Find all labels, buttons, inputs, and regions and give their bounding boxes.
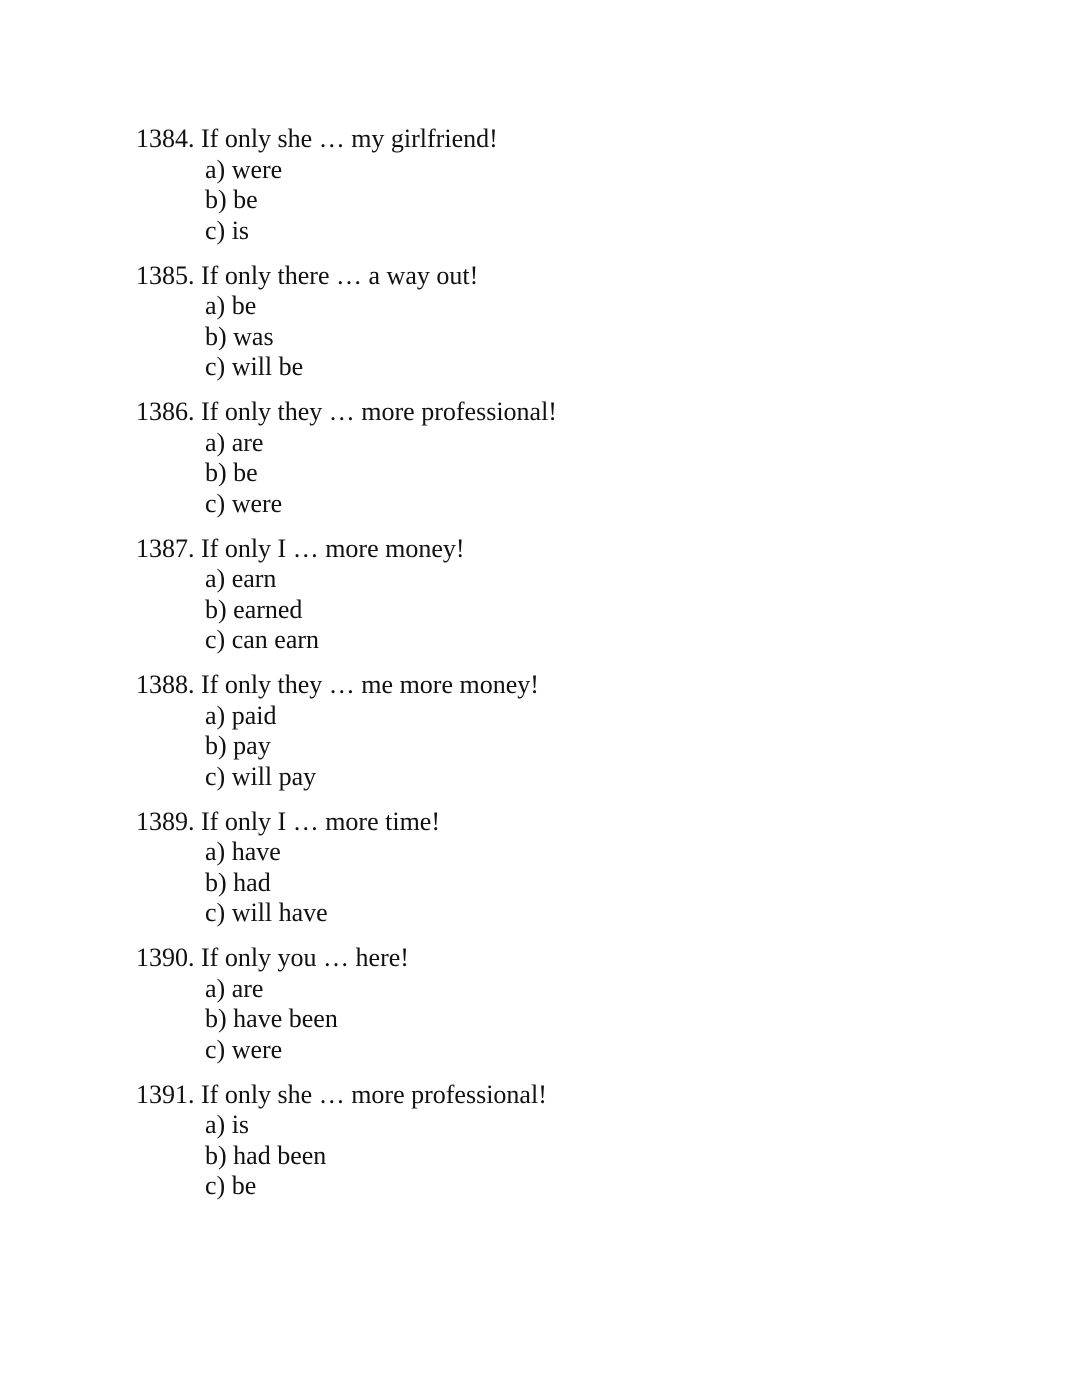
option-a: a) is bbox=[205, 1110, 250, 1139]
option-a: a) are bbox=[205, 973, 264, 1003]
question-1388 bbox=[136, 670, 1016, 807]
option-b: b) had been bbox=[205, 1140, 327, 1170]
option-c: c) can earn bbox=[205, 625, 320, 654]
question-text: 1391. If only she … more professional! bbox=[136, 1079, 547, 1109]
question-1391 bbox=[136, 1080, 1016, 1217]
question-text: 1389. If only I … more time! bbox=[136, 806, 440, 836]
question-text: 1388. If only they … me more money! bbox=[136, 670, 539, 699]
question-1384 bbox=[136, 124, 1016, 261]
option-c: c) were bbox=[205, 488, 283, 518]
option-c: c) will be bbox=[205, 352, 304, 381]
option-b: b) was bbox=[205, 321, 274, 351]
question-text: 1384. If only she … my girlfriend! bbox=[136, 124, 498, 153]
option-c: c) be bbox=[205, 1171, 257, 1200]
option-b: b) be bbox=[205, 185, 258, 214]
answer-options bbox=[136, 428, 1016, 520]
option-b: b) be bbox=[205, 458, 258, 487]
question-1390 bbox=[136, 943, 1016, 1080]
option-c: c) were bbox=[205, 1034, 283, 1064]
option-a: a) have bbox=[205, 837, 281, 866]
answer-options bbox=[136, 974, 1016, 1066]
option-b: b) pay bbox=[205, 731, 271, 760]
question-text: 1387. If only I … more money! bbox=[136, 533, 465, 563]
option-b: b) have been bbox=[205, 1004, 338, 1033]
answer-options bbox=[136, 564, 1016, 656]
question-text: 1390. If only you … here! bbox=[136, 943, 409, 972]
option-c: c) is bbox=[205, 215, 250, 245]
option-b: b) had bbox=[205, 867, 271, 897]
question-1385 bbox=[136, 261, 1016, 398]
option-c: c) will pay bbox=[205, 761, 317, 791]
question-text: 1386. If only they … more professional! bbox=[136, 397, 557, 426]
answer-options bbox=[136, 837, 1016, 929]
option-a: a) were bbox=[205, 154, 283, 184]
question-list bbox=[136, 124, 1016, 1216]
option-c: c) will have bbox=[205, 898, 328, 927]
question-1389 bbox=[136, 807, 1016, 944]
question-1387 bbox=[136, 534, 1016, 671]
option-a: a) earn bbox=[205, 564, 277, 593]
answer-options bbox=[136, 701, 1016, 793]
option-b: b) earned bbox=[205, 594, 303, 624]
option-a: a) be bbox=[205, 291, 257, 320]
answer-options bbox=[136, 291, 1016, 383]
question-text: 1385. If only there … a way out! bbox=[136, 260, 479, 290]
option-a: a) paid bbox=[205, 700, 277, 730]
answer-options bbox=[136, 155, 1016, 247]
question-1386 bbox=[136, 397, 1016, 534]
answer-options bbox=[136, 1110, 1016, 1202]
option-a: a) are bbox=[205, 427, 264, 457]
